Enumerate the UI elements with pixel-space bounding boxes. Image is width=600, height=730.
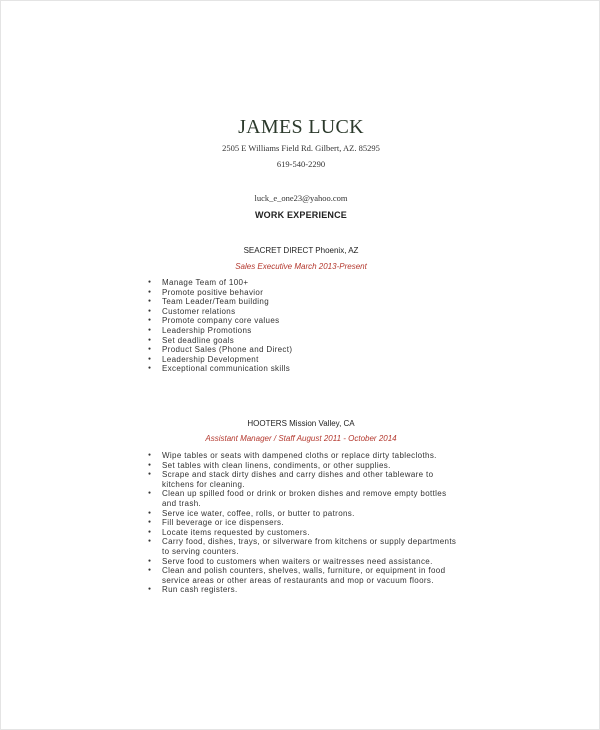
- list-item: ● Locate items requested by customers.: [162, 528, 462, 538]
- resume-name: JAMES LUCK: [238, 116, 364, 138]
- job-1-duties-list: [162, 278, 462, 374]
- job-2-duties-list: [162, 451, 462, 595]
- list-item: ● Wipe tables or seats with dampened cloths or replace dirty tablecloths.: [162, 451, 462, 461]
- job-1-employer: SEACRET DIRECT Phoenix, AZ: [243, 246, 359, 255]
- list-item: ● Set deadline goals: [162, 336, 462, 346]
- list-item: ● Manage Team of 100+: [162, 278, 462, 288]
- list-item: ● Scrape and stack dirty dishes and carry dishes and other tableware to kitchens for cleaning.: [162, 470, 462, 489]
- list-item: ● Exceptional communication skills: [162, 364, 462, 374]
- list-item: ● Clean up spilled food or drink or broken dishes and remove empty bottles and trash.: [162, 489, 462, 508]
- list-item: ● Carry food, dishes, trays, or silverware from kitchens or supply departments to serving counters.: [162, 537, 462, 556]
- job-1-role: Sales Executive March 2013-Present: [235, 262, 367, 271]
- resume-email: luck_e_one23@yahoo.com: [254, 193, 348, 203]
- list-item: ● Promote company core values: [162, 316, 462, 326]
- list-item: ● Team Leader/Team building: [162, 297, 462, 307]
- list-item: ● Serve food to customers when waiters or waitresses need assistance.: [162, 557, 462, 567]
- job-2-role: Assistant Manager / Staff August 2011 - October 2014: [205, 434, 397, 443]
- list-item: ● Customer relations: [162, 307, 462, 317]
- list-item: ● Leadership Promotions: [162, 326, 462, 336]
- list-item: ● Promote positive behavior: [162, 288, 462, 298]
- resume-address: 2505 E Williams Field Rd. Gilbert, AZ. 85295: [222, 143, 380, 153]
- list-item: ● Clean and polish counters, shelves, walls, furniture, or equipment in food service areas or other areas of restaurants and mop or vacuum floors.: [162, 566, 462, 585]
- job-2-employer: HOOTERS Mission Valley, CA: [247, 419, 355, 428]
- list-item: ● Fill beverage or ice dispensers.: [162, 518, 462, 528]
- section-title-work-experience: WORK EXPERIENCE: [254, 210, 347, 220]
- list-item: ● Set tables with clean linens, condiments, or other supplies.: [162, 461, 462, 471]
- resume-phone: 619-540-2290: [276, 159, 326, 169]
- list-item: ● Serve ice water, coffee, rolls, or butter to patrons.: [162, 509, 462, 519]
- list-item: ● Leadership Development: [162, 355, 462, 365]
- list-item: ● Run cash registers.: [162, 585, 462, 595]
- list-item: ● Product Sales (Phone and Direct): [162, 345, 462, 355]
